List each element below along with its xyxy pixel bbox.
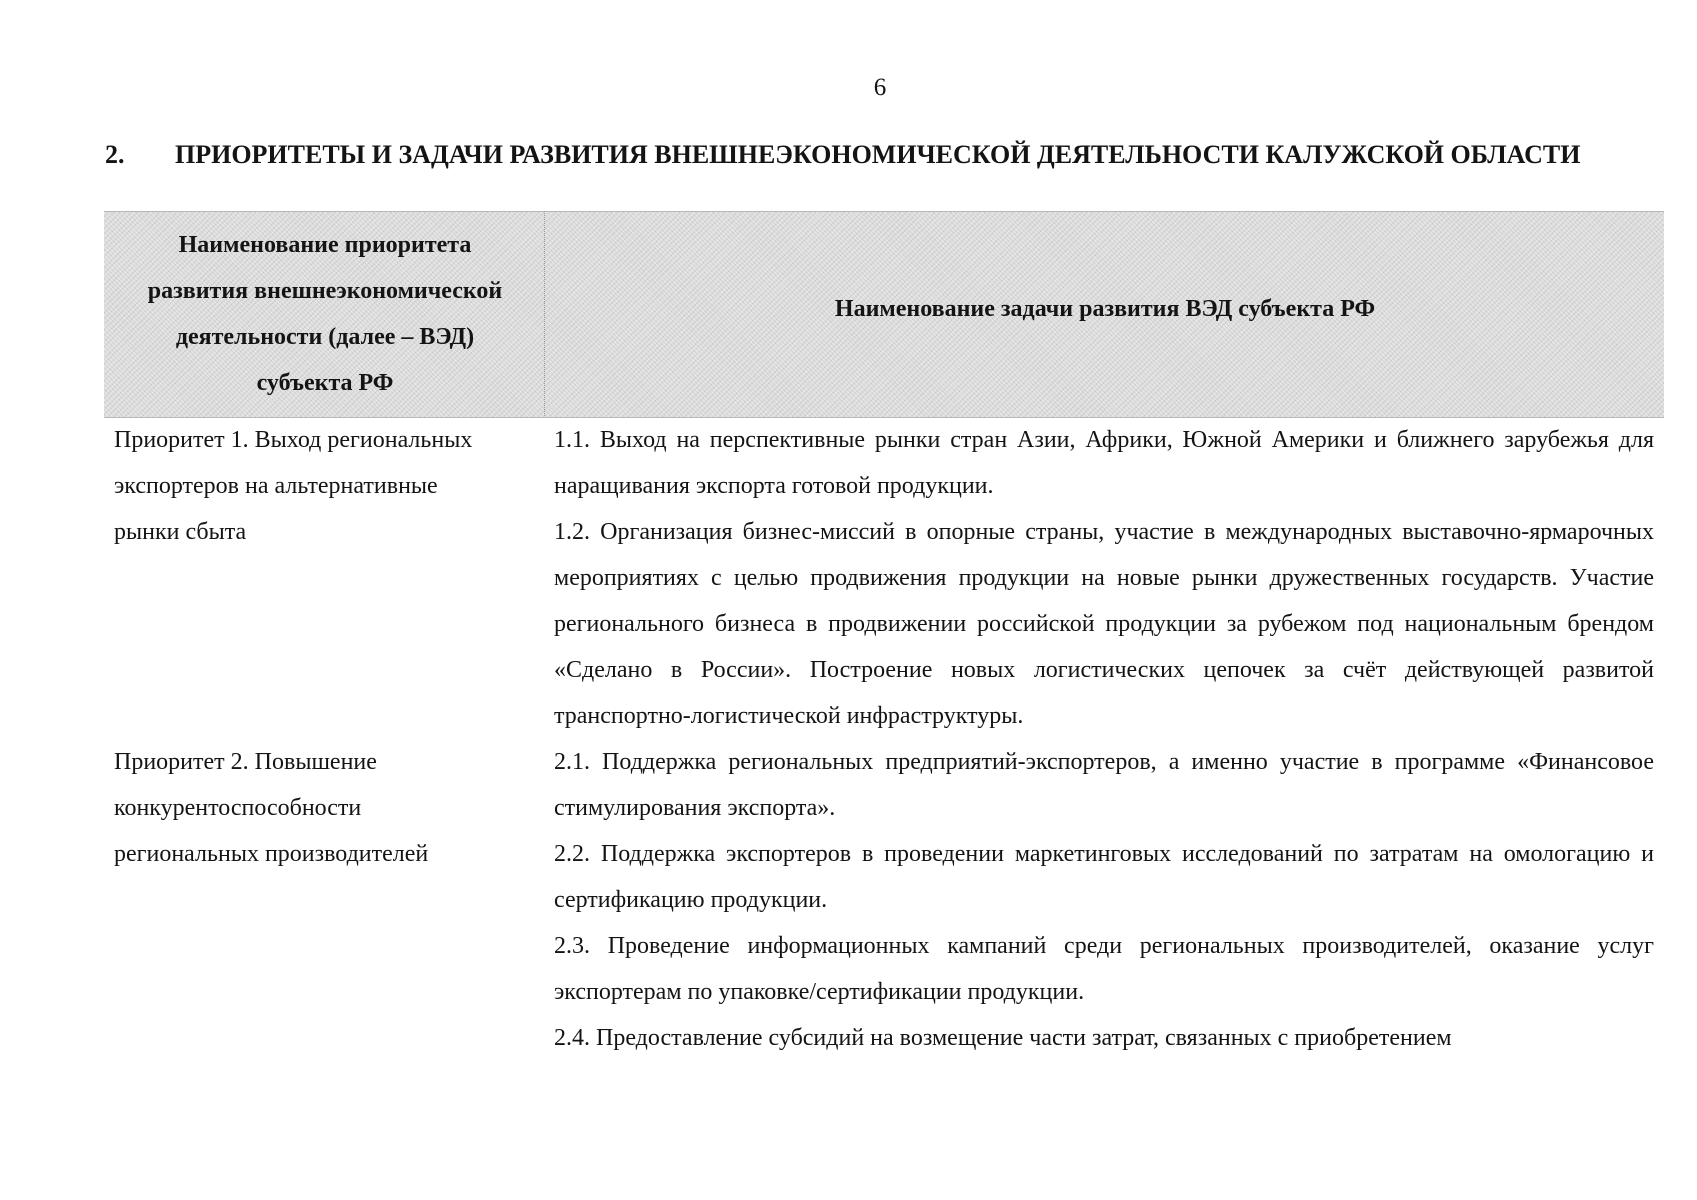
task-item: 1.2. Организация бизнес-миссий в опорные страны, участие в международных выставочно-ярмарочных мероприятиях с целью продвижения продукции на новые рынки дружественных государств. Участие регионального бизнеса в продвижении российской продукции за рубежом под национальным брендом «Сделано в России». Построение новых логистических цепочек за счёт действующей развитой транспортно-логистической инфраструктуры.: [554, 519, 1654, 729]
table-body: [114, 417, 1654, 1061]
column-header-priority-line: субъекта РФ: [256, 370, 394, 396]
task-item: 2.2. Поддержка экспортеров в проведении маркетинговых исследований по затратам на омологацию и сертификацию продукции.: [554, 841, 1654, 913]
column-header-priority-line: Наименование приоритета: [178, 232, 472, 258]
task-item: 1.1. Выход на перспективные рынки стран Азии, Африки, Южной Америки и ближнего зарубежья для наращивания экспорта готовой продукции.: [554, 427, 1654, 499]
column-header-task: Наименование задачи развития ВЭД субъекта РФ: [834, 296, 1376, 322]
section-heading: [105, 140, 1637, 170]
table-row: [114, 739, 1654, 1061]
section-number: 2.: [105, 140, 125, 169]
priority-line: Приоритет 2. Повышение: [114, 749, 377, 775]
priority-line: региональных производителей: [114, 841, 429, 867]
tasks-cell: [554, 739, 1654, 1061]
table-header-divider: [544, 211, 545, 416]
priority-line: рынки сбыта: [114, 519, 247, 545]
section-title: ПРИОРИТЕТЫ И ЗАДАЧИ РАЗВИТИЯ ВНЕШНЕЭКОНОМИЧЕСКОЙ ДЕЯТЕЛЬНОСТИ КАЛУЖСКОЙ ОБЛАСТИ: [175, 140, 1581, 169]
page-number: 6: [873, 74, 887, 101]
task-item: 2.4. Предоставление субсидий на возмещение части затрат, связанных с приобретением: [554, 1025, 1452, 1051]
column-header-priority-line: деятельности (далее – ВЭД): [175, 324, 475, 350]
priority-line: конкурентоспособности: [114, 795, 362, 821]
column-header-priority: [110, 222, 540, 406]
task-item: 2.1. Поддержка региональных предприятий-экспортеров, а именно участие в программе «Финансовое стимулирования экспорта».: [554, 749, 1654, 821]
task-item: 2.3. Проведение информационных кампаний среди региональных производителей, оказание услуг экспортерам по упаковке/сертификации продукции.: [554, 933, 1654, 1005]
table-row: [114, 417, 1654, 739]
column-header-priority-line: развития внешнеэкономической: [147, 278, 503, 304]
priority-line: Приоритет 1. Выход региональных: [114, 427, 473, 453]
priority-line: экспортеров на альтернативные: [114, 473, 438, 499]
tasks-cell: [554, 417, 1654, 739]
priority-cell: [114, 417, 554, 739]
priority-cell: [114, 739, 554, 1061]
